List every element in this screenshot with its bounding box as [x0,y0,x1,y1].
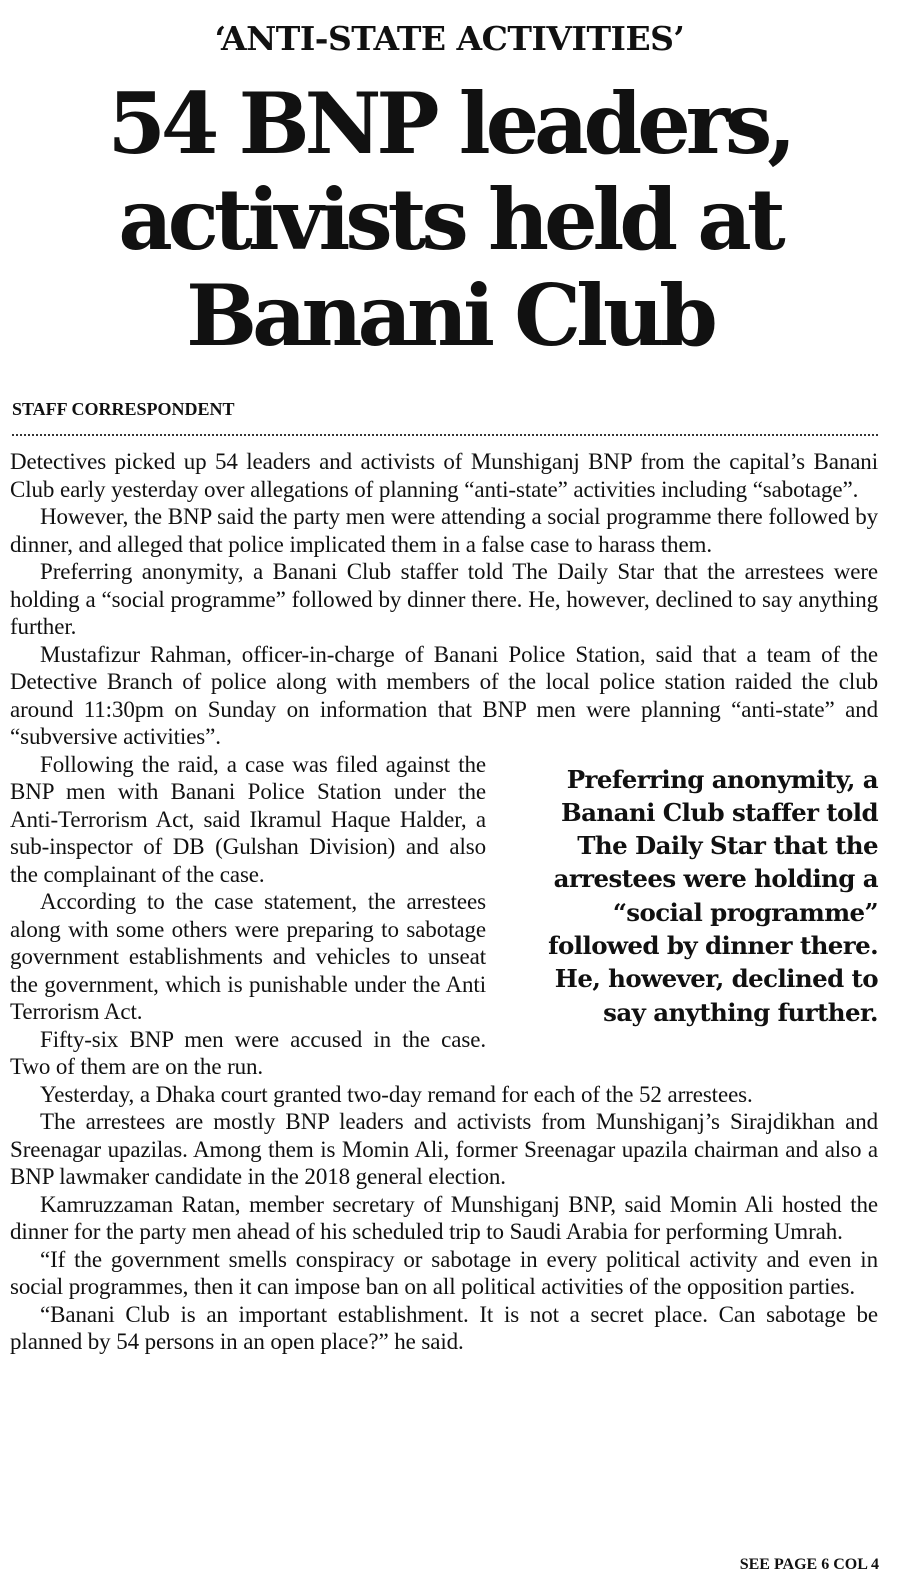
paragraph: Fifty-six BNP men were accused in the case. Two of them are on the run. [10,1026,486,1079]
paragraph: According to the case statement, the arrestees along with some others were preparing to sabotage government establishments and vehicles to unseat the government, which is punishable under the Anti Terrorism Act. [10,889,486,1024]
kicker: ‘ANTI-STATE ACTIVITIES’ [214,19,685,58]
continuation-link[interactable]: SEE PAGE 6 COL 4 [739,1556,879,1573]
paragraph: Kamruzzaman Ratan, member secretary of Munshiganj BNP, said Momin Ali hosted the dinner for the party men ahead of his scheduled trip to Saudi Arabia for performing Umrah. [10,1191,878,1244]
paragraph: However, the BNP said the party men were attending a social programme there followed by dinner, and alleged that police implicated them in a false case to harass them. [10,504,878,557]
paragraph: “Banani Club is an important establishment. It is not a secret place. Can sabotage be planned by 54 persons in an open place?” he said. [10,1301,878,1354]
paragraph: “If the government smells conspiracy or sabotage in every political activity and even in social programmes, then it can impose ban on all political activities of the opposition parties. [10,1246,878,1299]
headline: 54 BNP leaders, activists held at Banani Club [107,74,792,365]
byline: STAFF CORRESPONDENT [12,399,235,419]
paragraph: Yesterday, a Dhaka court granted two-day remand for each of the 52 arrestees. [40,1081,753,1107]
paragraph: The arrestees are mostly BNP leaders and activists from Munshiganj’s Sirajdikhan and Sreenagar upazilas. Among them is Momin Ali, former Sreenagar upazila chairman and also a BNP lawmaker candidate in the 2018 general election. [10,1109,878,1189]
pull-quote: Preferring anonymity, a Banani Club staffer told The Daily Star that the arrestees were holding a “social programme” followed by dinner there. He, however, declined to say anything further. [548,764,878,1027]
paragraph: Mustafizur Rahman, officer-in-charge of Banani Police Station, said that a team of the Detective Branch of police along with members of the local police station raided the club around 11:30pm on Sunday on information that BNP men were planning “anti-state” and “subversive activities”. [10,641,878,749]
paragraph: Following the raid, a case was filed against the BNP men with Banani Police Station under the Anti-Terrorism Act, said Ikramul Haque Halder, a sub-inspector of DB (Gulshan Division) and also the complainant of the case. [10,751,486,887]
paragraph: Preferring anonymity, a Banani Club staffer told The Daily Star that the arrestees were holding a “social programme” followed by dinner there. He, however, declined to say anything further. [10,559,878,639]
dotted-divider [12,434,878,436]
paragraph: Detectives picked up 54 leaders and activists of Munshiganj BNP from the capital’s Banani Club early yesterday over allegations of planning “anti-state” activities including “sabotage”. [10,449,878,502]
article-body [10,448,878,1356]
